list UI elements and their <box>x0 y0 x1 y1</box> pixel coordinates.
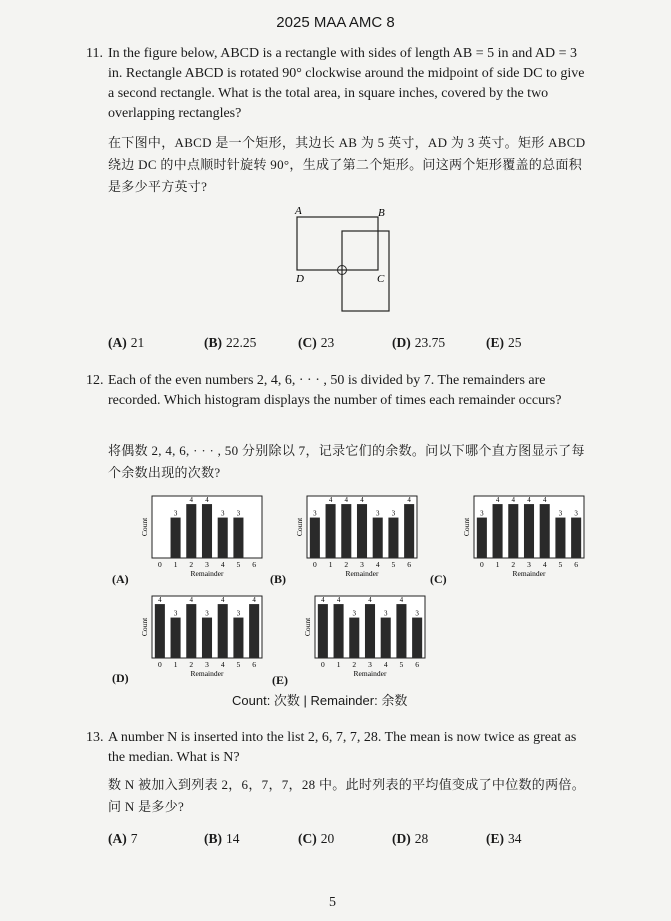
histogram-b[interactable] <box>285 490 425 590</box>
histogram-a-label[interactable]: (A) <box>112 572 129 586</box>
bar-value-label: 4 <box>220 596 225 605</box>
x-tick-label: 5 <box>236 660 241 669</box>
bar <box>186 604 196 658</box>
q13-english-text: A number N is inserted into the list 2, 6, 7, 7, 28. The mean is now twice as great as the median. What is N? <box>108 730 577 765</box>
bar-value-label: 3 <box>352 609 357 618</box>
rectangle-abcd <box>297 217 378 270</box>
histogram-a[interactable] <box>130 490 270 590</box>
x-axis-label: Remainder <box>512 569 546 578</box>
bar <box>493 504 503 558</box>
bar-value-label: 3 <box>383 609 388 618</box>
label-d: D <box>296 273 304 285</box>
histogram-d[interactable] <box>130 590 270 690</box>
bar <box>310 518 320 558</box>
q11-choice-a[interactable]: (A) 21 <box>108 335 145 350</box>
bar <box>249 604 259 658</box>
page-number: 5 <box>329 895 336 910</box>
bar <box>171 518 181 558</box>
x-tick-label: 3 <box>205 660 209 669</box>
bar <box>233 518 243 558</box>
bar <box>218 604 228 658</box>
x-axis-label: Remainder <box>190 569 224 578</box>
q11-choice-d[interactable]: (D) 23.75 <box>392 335 446 350</box>
x-tick-label: 5 <box>399 660 404 669</box>
bar-value-label: 4 <box>321 596 325 605</box>
bar <box>349 618 359 658</box>
histogram-e[interactable] <box>293 590 433 690</box>
q11-choice-e[interactable]: (E) 25 <box>486 335 522 350</box>
bar-value-label: 4 <box>344 496 349 505</box>
bar <box>508 504 518 558</box>
x-tick-label: 0 <box>157 660 162 669</box>
y-axis-label: Count <box>140 517 149 537</box>
bar <box>341 504 351 558</box>
bar-value-label: 3 <box>173 509 178 518</box>
y-axis-label: Count <box>462 517 471 537</box>
bar-value-label: 3 <box>574 509 578 518</box>
bar-value-label: 4 <box>542 496 547 505</box>
bar <box>540 504 550 558</box>
label-c: C <box>377 273 385 285</box>
bar-value-label: 3 <box>173 609 178 618</box>
y-axis-label: Count <box>303 617 312 637</box>
q13-choice-b[interactable]: (B) 14 <box>204 831 240 846</box>
y-axis-label: Count <box>140 617 149 637</box>
bar <box>373 518 383 558</box>
histogram-c-label[interactable]: (C) <box>430 572 447 586</box>
bar-value-label: 4 <box>407 496 411 505</box>
x-tick-label: 2 <box>344 560 349 569</box>
x-tick-label: 5 <box>236 560 241 569</box>
y-axis-label: Count <box>295 517 304 537</box>
q13-choice-e[interactable]: (E) 34 <box>486 831 522 846</box>
bar <box>412 618 422 658</box>
x-axis-label: Remainder <box>353 669 387 678</box>
q13-number: 13. <box>86 730 104 745</box>
bar-value-label: 4 <box>189 596 194 605</box>
bar-value-label: 3 <box>236 509 241 518</box>
bar <box>404 504 414 558</box>
x-tick-label: 1 <box>336 660 341 669</box>
bar-value-label: 4 <box>252 596 256 605</box>
histogram-c[interactable] <box>452 490 592 590</box>
histogram-d-label[interactable]: (D) <box>112 671 129 685</box>
x-tick-label: 4 <box>220 660 225 669</box>
x-axis-label: Remainder <box>345 569 379 578</box>
x-tick-label: 2 <box>189 560 194 569</box>
q11-english-text: In the figure below, ABCD is a rectangle with sides of length AB = 5 in and AD = 3 in. Rectangle ABCD is rotated 90° clockwise around the midpoint of side DC to give a second rectangle. What is the total area, in square inches, covered by the two overlapping rectangles? <box>108 46 585 121</box>
bar <box>202 504 212 558</box>
bar-value-label: 4 <box>189 496 194 505</box>
bar <box>381 618 391 658</box>
x-tick-label: 0 <box>157 560 162 569</box>
histogram-legend: Count: 次数 | Remainder: 余数 <box>232 693 408 708</box>
bar-value-label: 3 <box>205 609 209 618</box>
x-tick-label: 2 <box>511 560 516 569</box>
bar-value-label: 3 <box>313 509 317 518</box>
q12-english-text: Each of the even numbers 2, 4, 6, · · · , 50 is divided by 7. The remainders are recorded. Which histogram displays the number of times each remainder occurs? <box>108 373 562 408</box>
x-tick-label: 6 <box>252 560 257 569</box>
x-tick-label: 0 <box>320 660 325 669</box>
q11-choices <box>108 335 588 355</box>
x-tick-label: 0 <box>479 560 484 569</box>
page-header: 2025 MAA AMC 8 <box>276 14 395 31</box>
q13-chinese-text: 数 N 被加入到列表 2，6，7，7，28 中。此时列表的平均值变成了中位数的两倍。问 N 是多少? <box>108 777 585 814</box>
x-tick-label: 4 <box>220 560 225 569</box>
x-tick-label: 3 <box>360 560 364 569</box>
q12-chinese-text: 将偶数 2, 4, 6, · · · , 50 分别除以 7，记录它们的余数。问以下哪个直方图显示了每个余数出现的次数? <box>108 443 585 480</box>
bar <box>555 518 565 558</box>
q11-chinese-text: 在下图中，ABCD 是一个矩形，其边长 AB 为 5 英寸，AD 为 3 英寸。矩形 ABCD 绕边 DC 的中点顺时针旋转 90°，生成了第二个矩形。问这两个矩形覆盖的总面积是多少平方英寸? <box>108 135 586 194</box>
x-tick-label: 4 <box>375 560 380 569</box>
bar-value-label: 3 <box>480 509 484 518</box>
label-a: A <box>295 205 302 217</box>
bar-value-label: 4 <box>368 596 372 605</box>
bar <box>334 604 344 658</box>
bar-value-label: 3 <box>391 509 396 518</box>
bar-value-label: 4 <box>527 496 531 505</box>
bar <box>477 518 487 558</box>
bar-value-label: 3 <box>558 509 563 518</box>
bar-value-label: 4 <box>336 596 341 605</box>
bar <box>186 504 196 558</box>
bar <box>218 518 228 558</box>
bar-value-label: 3 <box>375 509 380 518</box>
q13-choices <box>108 831 588 851</box>
bar-value-label: 4 <box>511 496 516 505</box>
bar-value-label: 4 <box>399 596 404 605</box>
x-tick-label: 1 <box>173 660 178 669</box>
x-tick-label: 3 <box>205 560 209 569</box>
x-tick-label: 6 <box>252 660 257 669</box>
q11-choice-b[interactable]: (B) 22.25 <box>204 335 257 350</box>
x-tick-label: 2 <box>352 660 357 669</box>
bar-value-label: 3 <box>415 609 419 618</box>
bar <box>571 518 581 558</box>
bar <box>388 518 398 558</box>
x-tick-label: 1 <box>173 560 178 569</box>
bar <box>365 604 375 658</box>
x-axis-label: Remainder <box>190 669 224 678</box>
rotated-rectangle <box>342 231 389 311</box>
x-tick-label: 4 <box>542 560 547 569</box>
q12-number: 12. <box>86 373 104 388</box>
q11-rectangle-figure <box>285 200 405 320</box>
x-tick-label: 5 <box>558 560 563 569</box>
q11-choice-c[interactable]: (C) 23 <box>298 335 335 350</box>
bar <box>155 604 165 658</box>
q13-choice-d[interactable]: (D) 28 <box>392 831 429 846</box>
bar <box>233 618 243 658</box>
bar <box>357 504 367 558</box>
bar <box>396 604 406 658</box>
bar-value-label: 4 <box>158 596 162 605</box>
bar-value-label: 4 <box>205 496 209 505</box>
x-tick-label: 3 <box>368 660 372 669</box>
bar <box>171 618 181 658</box>
x-tick-label: 1 <box>328 560 333 569</box>
histogram-b-label[interactable]: (B) <box>270 572 286 586</box>
bar-value-label: 4 <box>328 496 333 505</box>
x-tick-label: 3 <box>527 560 531 569</box>
q13-choice-c[interactable]: (C) 20 <box>298 831 335 846</box>
x-tick-label: 6 <box>574 560 579 569</box>
q11-number: 11. <box>86 46 103 61</box>
bar <box>326 504 336 558</box>
x-tick-label: 6 <box>407 560 412 569</box>
label-b: B <box>378 207 385 219</box>
bar-value-label: 3 <box>220 509 225 518</box>
x-tick-label: 2 <box>189 660 194 669</box>
bar <box>202 618 212 658</box>
x-tick-label: 4 <box>383 660 388 669</box>
bar-value-label: 4 <box>495 496 500 505</box>
bar-value-label: 3 <box>236 609 241 618</box>
histogram-e-label[interactable]: (E) <box>272 673 288 687</box>
x-tick-label: 5 <box>391 560 396 569</box>
bar-value-label: 4 <box>360 496 364 505</box>
bar <box>318 604 328 658</box>
x-tick-label: 0 <box>312 560 317 569</box>
q13-choice-a[interactable]: (A) 7 <box>108 831 138 846</box>
bar <box>524 504 534 558</box>
x-tick-label: 1 <box>495 560 500 569</box>
x-tick-label: 6 <box>415 660 420 669</box>
